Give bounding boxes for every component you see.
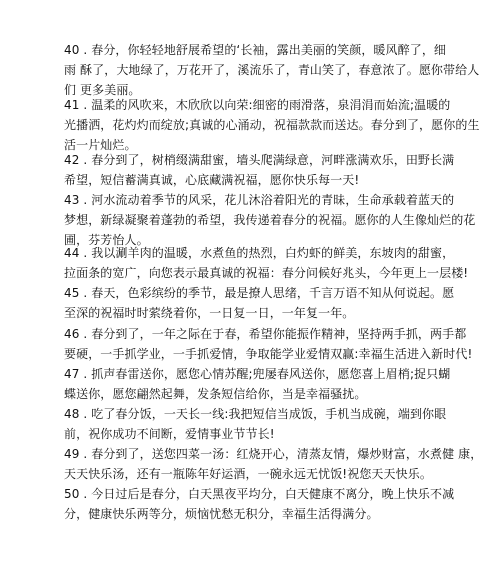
text-line: 雨 酥了，大地绿了，万花开了，溪流乐了，青山笑了，春意浓了。愿你带给人 [64,63,480,77]
paragraph-42 [64,150,484,190]
paragraph-50 [64,484,484,524]
paragraph-47 [64,364,484,404]
text-line: 梦想，新绿凝聚着蓬勃的希望，我传递着春分的祝福。愿你的人生像灿烂的花 [64,213,476,227]
text-line: 49 . 春分到了，送您四菜一汤：红烧开心，清蒸友情，爆炒财富，水煮健 康， [64,447,483,461]
text-line: 43 . 河水流动着季节的风采，花儿沐浴着阳光的青昧，生命承载着蓝天的 [64,193,455,207]
text-line: 40 . 春分，你轻轻地舒展希望的‘长袖，露出美丽的笑颜，暖风醉了，细 [64,43,447,57]
paragraph-41 [64,95,484,155]
text-line: 天天快乐汤，还有一瓶陈年好运酒，一碗永远无忧饭!祝您天天快乐。 [64,467,432,481]
paragraph-46 [64,324,484,364]
text-line: 们 更多美丽。 [64,83,141,97]
text-line: 分，健康快乐两等分，烦恼忧愁无积分，幸福生活得满分。 [64,507,379,521]
text-line: 41 . 温柔的风吹来，木欣欣以向荣:细密的雨滑落，泉涓涓而始流;温暖的 [64,98,451,112]
text-line: 至深的祝福时时萦绕着你，一日复一日，一年复一年。 [64,306,355,320]
paragraph-44 [64,243,484,283]
paragraph-45 [64,283,484,323]
text-line: 50 . 今日过后是春分，白天黑夜平均分，白天健康不离分，晚上快乐不减 [64,487,455,501]
text-line: 46 . 春分到了，一年之际在于春，希望你能振作精神，坚持两手抓，两手都 [64,327,467,341]
text-line: 活一片灿烂。 [64,138,137,152]
text-line: 蝶送你，愿您翩然起舞，发条短信给你，当是幸福骚扰。 [64,387,367,401]
text-line: 光播洒，花灼灼而绽放;真诚的心涌动，祝福款款而送达。春分到了，愿你的生 [64,118,480,132]
text-line: 要硬，一手抓学业，一手抓爱情，争取能学业爱情双赢:幸福生活进入新时代! [64,347,473,361]
paragraph-49 [64,444,484,484]
text-line: 前，祝你成功不间断，爱情事业节节长! [64,427,275,441]
paragraph-48 [64,404,484,444]
text-line: 45 . 春天，色彩缤纷的季节，最是撩人思绪，千言万语不知从何说起。愿 [64,286,455,300]
text-line: 44 . 我以涮羊肉的温暖，水煮鱼的热烈，白灼虾的鲜美，东坡肉的甜蜜， [64,246,455,260]
text-line: 42 . 春分到了，树梢缀满甜蜜，墙头爬满绿意，河畔涨满欢乐，田野长满 [64,153,455,167]
text-line: 拉面条的宽广，向您表示最真诚的祝福：春分问候好兆头，今年更上一层楼! [64,266,469,280]
paragraph-40 [64,40,484,100]
text-line: 48 . 吃了春分饭，一天长一线:我把短信当成饭，手机当成碗，端到你眼 [64,407,447,421]
text-line: 希望，短信蓄满真诚，心底藏满祝福，愿你快乐每一天! [64,173,360,187]
text-line: 圃，芬芳怡人。 [64,233,149,247]
text-line: 47 . 抓声春雷送你，愿您心情苏醒;兜屡春风送你，愿您喜上眉梢;捉只蝴 [64,367,451,381]
paragraph-43 [64,190,484,250]
